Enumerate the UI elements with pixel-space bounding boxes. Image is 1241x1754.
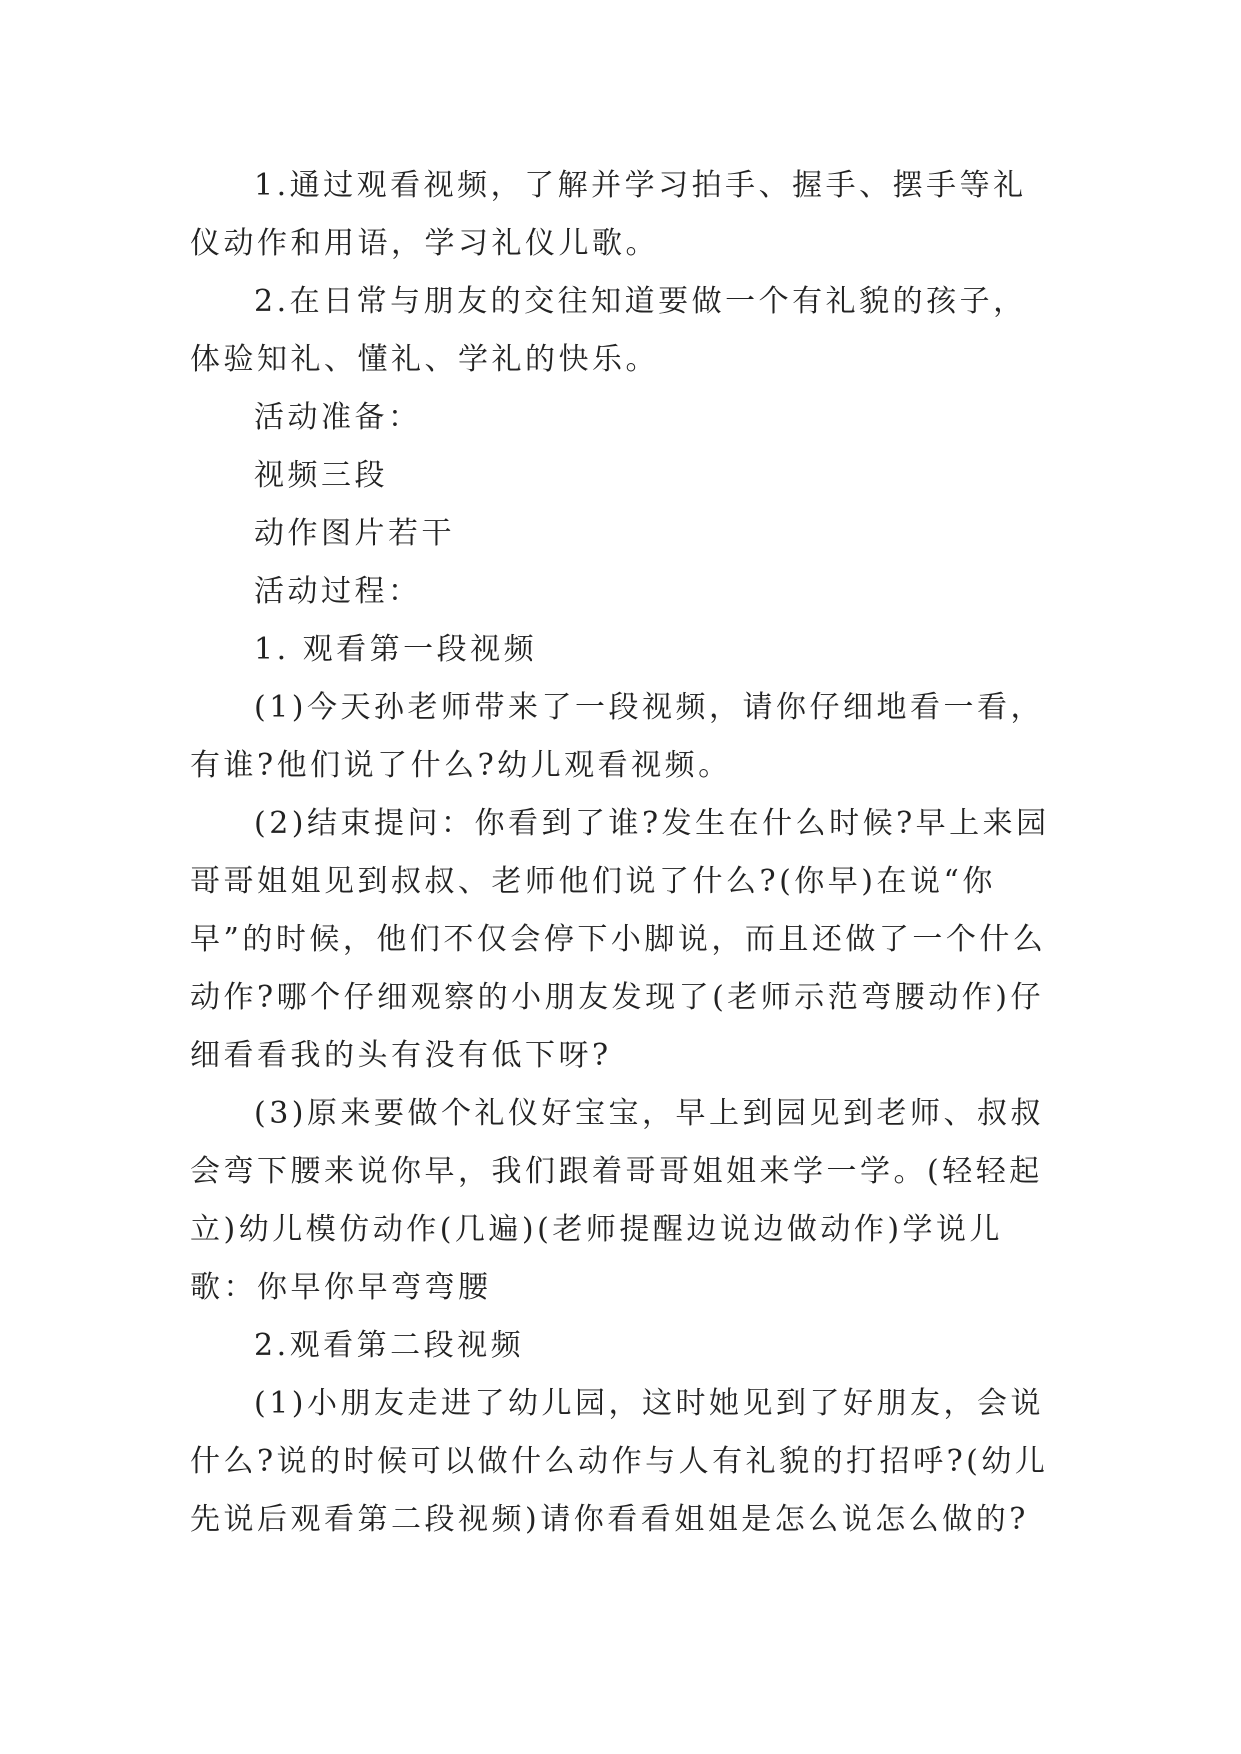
heading-preparation: 活动准备：: [254, 400, 422, 435]
step-2-heading: 2.观看第二段视频: [254, 1328, 525, 1363]
document-body: [190, 157, 1050, 1549]
paragraph-goal-1: 1.通过观看视频，了解并学习拍手、握手、摆手等礼仪动作和用语，学习礼仪儿歌。: [190, 168, 1027, 261]
paragraph-goal-2: 2.在日常与朋友的交往知道要做一个有礼貌的孩子，体验知礼、懂礼、学礼的快乐。: [190, 284, 1027, 377]
step-2-part-1: (1)小朋友走进了幼儿园，这时她见到了好朋友，会说什么?说的时候可以做什么动作与人有礼貌的打招呼?(幼儿先说后观看第二段视频)请你看看姐姐是怎么说怎么做的?: [190, 1386, 1049, 1537]
preparation-item-videos: 视频三段: [254, 458, 388, 493]
heading-process: 活动过程：: [254, 574, 422, 609]
step-1-heading: 1. 观看第一段视频: [254, 632, 538, 667]
preparation-item-pictures: 动作图片若干: [254, 516, 455, 551]
step-1-part-1: (1)今天孙老师带来了一段视频，请你仔细地看一看，有谁?他们说了什么?幼儿观看视频。: [190, 690, 1044, 783]
step-1-part-3: (3)原来要做个礼仪好宝宝，早上到园见到老师、叔叔会弯下腰来说你早，我们跟着哥哥姐姐来学一学。(轻轻起立)幼儿模仿动作(几遍)(老师提醒边说边做动作)学说儿歌：你早你早弯弯腰: [190, 1096, 1044, 1305]
step-1-part-2: (2)结束提问：你看到了谁?发生在什么时候?早上来园哥哥姐姐见到叔叔、老师他们说了什么?(你早)在说“你早”的时候，他们不仅会停下小脚说，而且还做了一个什么动作?哪个仔细观察的小朋友发现了(老师示范弯腰动作)仔细看看我的头有没有低下呀?: [190, 806, 1050, 1073]
